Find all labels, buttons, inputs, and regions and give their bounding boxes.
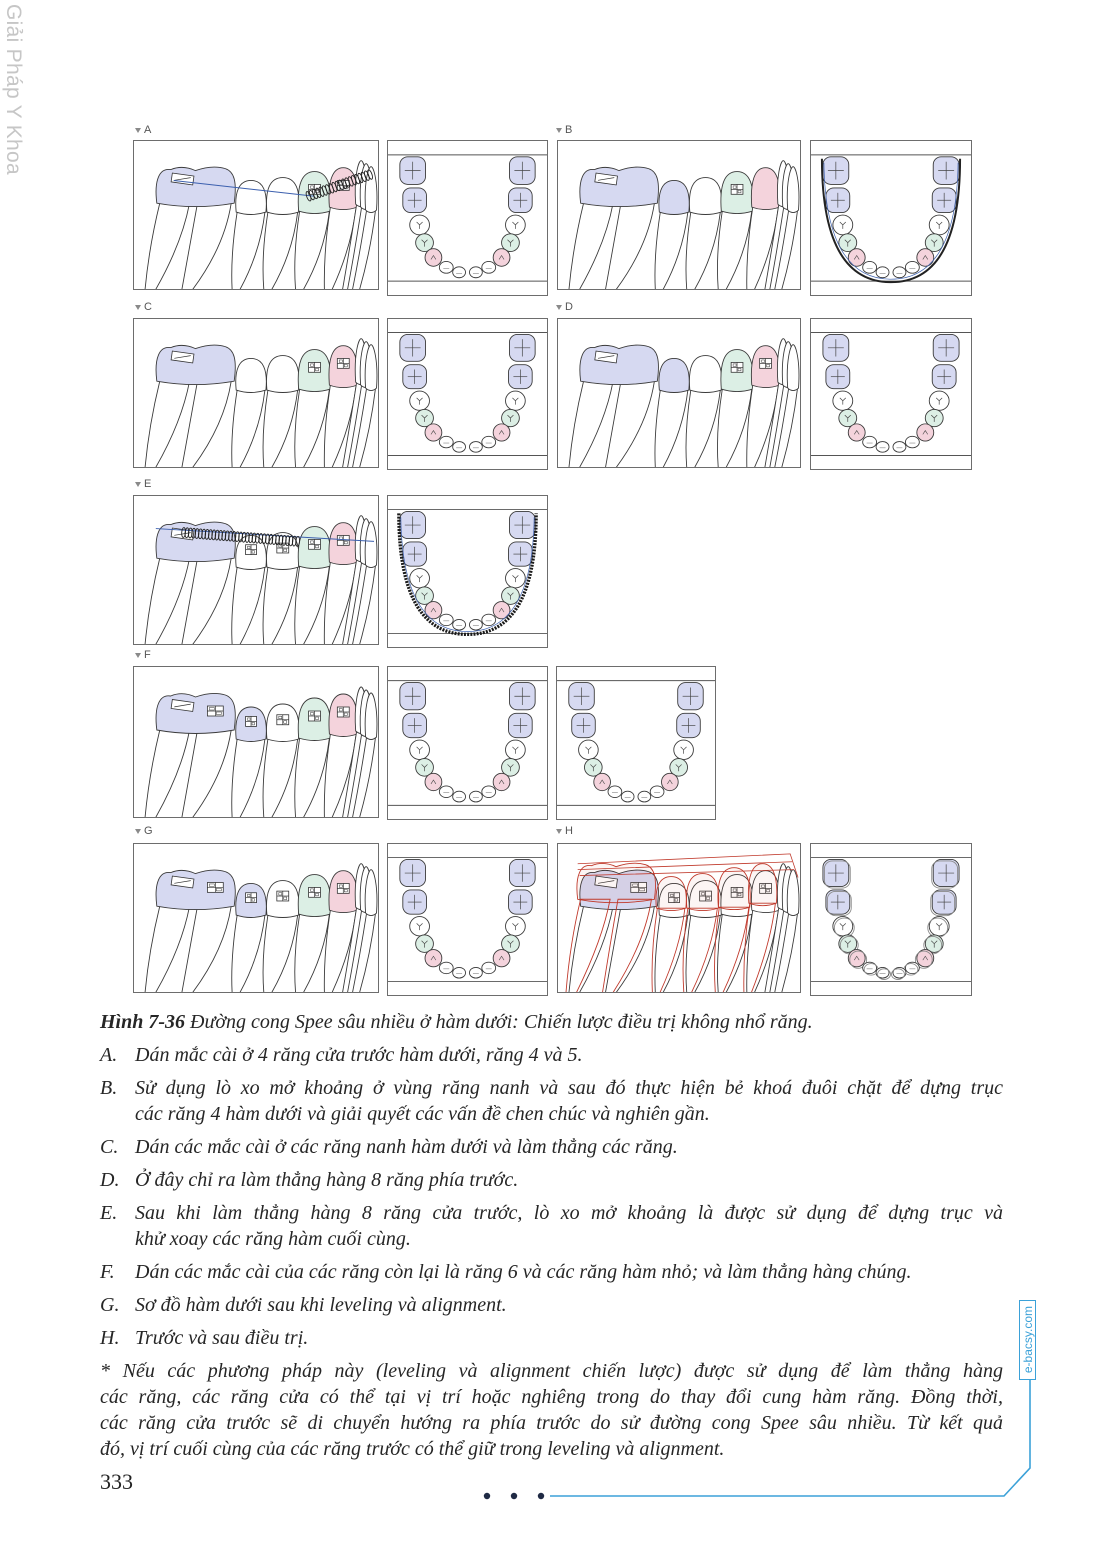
- panel-c-arch-view: [387, 318, 548, 470]
- side-tooth: [689, 356, 721, 393]
- bracket: [309, 711, 321, 721]
- panel-g-side-view: [133, 843, 379, 993]
- arch-view-drawing: [388, 844, 547, 995]
- side-tooth: [751, 168, 779, 210]
- panel-f-arch-view-1: [387, 666, 548, 820]
- tooth-root: [569, 906, 613, 992]
- item-label: F.: [100, 1261, 115, 1283]
- arch-incisor: [638, 791, 651, 802]
- panel-letter: E: [144, 478, 152, 490]
- arch-canine: [493, 424, 510, 441]
- tooth-root: [145, 906, 190, 992]
- panel-marker-icon: [135, 482, 141, 487]
- tooth-root: [686, 390, 720, 467]
- panel-b-side-view: [557, 140, 801, 290]
- ornament-dot: [511, 1493, 517, 1499]
- tooth-root: [145, 203, 190, 289]
- tooth-root: [182, 558, 232, 644]
- bracket: [309, 887, 321, 897]
- caption-title-line: [100, 1009, 1003, 1035]
- arch-incisor: [453, 619, 466, 630]
- arch-incisor: [482, 261, 496, 273]
- tooth-root: [232, 212, 265, 289]
- tooth-root: [145, 730, 190, 817]
- tooth-root: [232, 915, 265, 992]
- side-tooth: [236, 358, 267, 392]
- item-text: Dán mắc cài ở 4 răng cửa trước hàm dưới, răng 4 và 5.: [135, 1044, 583, 1066]
- panel-g-arch-view: [387, 843, 548, 996]
- overlay-crown: [718, 868, 750, 910]
- arch-incisor: [863, 261, 877, 273]
- panel-a-arch-view: [387, 140, 548, 296]
- arch-canine: [594, 773, 611, 790]
- arch-incisor: [469, 619, 482, 630]
- item-text: Trước và sau điều trị.: [135, 1327, 309, 1349]
- side-molar: [156, 522, 235, 562]
- side-view-drawing: [558, 141, 800, 289]
- arch-incisor: [482, 436, 496, 447]
- arch-canine: [425, 773, 442, 790]
- tooth-root: [263, 567, 298, 644]
- tooth-root: [182, 381, 232, 467]
- ornament-dot: [484, 1493, 490, 1499]
- bracket: [337, 707, 349, 717]
- tooth-root: [182, 203, 232, 289]
- caption-item-e: [100, 1200, 1003, 1252]
- bracket: [309, 362, 321, 372]
- note-line: các răng cửa trước sẽ di chuyển hướng ra phía trước do sử đường cong Spee sâu nhiều. Từ kết quả: [100, 1412, 1003, 1434]
- panel-letter: A: [144, 124, 152, 136]
- item-text: Dán các mắc cài ở các răng nanh hàm dưới và làm thẳng các răng.: [135, 1136, 678, 1158]
- bracket: [246, 716, 257, 726]
- side-view-drawing: [134, 667, 378, 817]
- side-molar: [580, 167, 659, 207]
- arch-incisor: [863, 436, 877, 447]
- arch-canine: [493, 773, 510, 790]
- bracket: [309, 539, 321, 549]
- footer-accent-line: [550, 1380, 1030, 1496]
- item-text: Sử dụng lò xo mở khoảng ở vùng răng nanh và sau đó thực hiện bẻ khoá đuôi chặt để dựng trục: [135, 1077, 1003, 1099]
- side-view-drawing: [558, 319, 800, 467]
- bracket: [337, 535, 349, 545]
- arch-view-drawing: [557, 667, 715, 819]
- item-label: D.: [100, 1169, 120, 1191]
- side-tooth: [236, 180, 267, 214]
- arch-canine: [662, 773, 679, 790]
- side-tooth: [659, 358, 689, 392]
- arch-view-drawing: [388, 141, 547, 295]
- arch-canine: [848, 424, 865, 441]
- panel-label-f: [135, 648, 151, 662]
- arch-incisor: [453, 791, 466, 802]
- bracket: [337, 358, 349, 368]
- bracket: [246, 545, 257, 555]
- tooth-root: [569, 381, 613, 467]
- side-molar: [580, 345, 659, 385]
- note-line: đó, vị trí cuối cùng của các răng trước có thể giữ trong leveling và alignment.: [100, 1438, 725, 1460]
- arch-view-drawing: [811, 141, 971, 295]
- arch-canine: [425, 950, 442, 967]
- arch-incisor: [893, 267, 906, 278]
- arch-canine: [425, 602, 442, 619]
- side-molar: [156, 345, 235, 385]
- panel-marker-icon: [556, 305, 562, 310]
- item-text: Ở đây chỉ ra làm thẳng hàng 8 răng phía trước.: [135, 1169, 519, 1191]
- side-view-drawing: [134, 844, 378, 992]
- arch-incisor: [469, 267, 482, 278]
- bracket: [337, 883, 349, 893]
- arch-view-drawing: [388, 319, 547, 469]
- site-watermark-text: e-bacsy.com: [1020, 1306, 1035, 1374]
- item-label: C.: [100, 1136, 119, 1158]
- bracket: [207, 882, 223, 892]
- side-tooth: [659, 180, 689, 214]
- panel-marker-icon: [135, 653, 141, 658]
- overlay-crown: [686, 874, 718, 911]
- panel-label-a: [135, 123, 151, 137]
- bracket: [277, 715, 289, 725]
- arch-incisor: [469, 967, 482, 978]
- item-label: B.: [100, 1077, 118, 1099]
- panel-label-c: [135, 300, 152, 314]
- panel-label-e: [135, 477, 151, 491]
- figure-title: Đường cong Spee sâu nhiều ở hàm dưới: Chiến lược điều trị không nhổ răng.: [190, 1011, 813, 1033]
- tooth-root: [182, 906, 232, 992]
- tooth-root: [145, 381, 190, 467]
- arch-incisor: [876, 442, 889, 453]
- side-tooth: [266, 356, 299, 393]
- arch-incisor: [453, 967, 466, 978]
- arch-incisor: [482, 786, 496, 798]
- caption-item-b: [100, 1075, 1003, 1127]
- panel-letter: H: [565, 825, 573, 837]
- panel-h-side-view: [557, 843, 801, 993]
- arch-incisor: [469, 442, 482, 453]
- caption-item-d: [100, 1167, 1003, 1193]
- panel-h-arch-view: [810, 843, 972, 996]
- panel-label-h: [556, 824, 573, 838]
- side-molar: [156, 167, 235, 207]
- panel-d-arch-view: [810, 318, 972, 470]
- arch-view-drawing: [388, 496, 547, 647]
- tooth-root: [263, 739, 298, 817]
- tooth-root: [232, 739, 265, 817]
- arch-canine: [493, 950, 510, 967]
- panel-label-d: [556, 300, 573, 314]
- tooth-root: [232, 567, 265, 644]
- panel-letter: D: [565, 301, 573, 313]
- arch-incisor: [439, 786, 453, 798]
- bracket: [246, 893, 257, 903]
- item-text: khử xoay các răng hàm cuối cùng.: [135, 1228, 411, 1250]
- caption-item-c: [100, 1134, 1003, 1160]
- panel-b-arch-view: [810, 140, 972, 296]
- arch-incisor: [621, 791, 634, 802]
- arch-incisor: [469, 791, 482, 802]
- arch-incisor: [893, 442, 906, 453]
- arch-incisor: [650, 786, 664, 798]
- panel-e-arch-view: [387, 495, 548, 648]
- item-text: Dán các mắc cài của các răng còn lại là răng 6 và các răng hàm nhỏ; và làm thẳng hàng chúng.: [135, 1261, 912, 1283]
- panel-letter: C: [144, 301, 152, 313]
- overlay-crown: [656, 877, 686, 911]
- panel-letter: F: [144, 649, 151, 661]
- arch-canine: [848, 249, 865, 267]
- panel-c-side-view: [133, 318, 379, 468]
- note-line: * Nếu các phương pháp này (leveling và alignment chiến lược) được sử dụng để làm thẳng hàng: [100, 1360, 1003, 1382]
- panel-label-g: [135, 824, 153, 838]
- ornament-dot: [538, 1493, 544, 1499]
- arch-incisor: [905, 261, 919, 273]
- item-label: G.: [100, 1294, 120, 1316]
- arch-canine: [425, 424, 442, 441]
- panel-a-side-view: [133, 140, 379, 290]
- item-text: Sơ đồ hàm dưới sau khi leveling và alignment.: [135, 1294, 507, 1316]
- tooth-root: [263, 390, 298, 467]
- side-watermark: Giải Pháp Y Khoa: [2, 4, 25, 175]
- arch-canine: [917, 424, 934, 441]
- tooth-root: [605, 381, 654, 467]
- caption-item-a: [100, 1042, 1003, 1068]
- panel-marker-icon: [556, 128, 562, 133]
- tooth-root: [263, 212, 298, 289]
- panel-marker-icon: [135, 829, 141, 834]
- side-view-drawing: [134, 141, 378, 289]
- arch-canine: [917, 249, 934, 267]
- note-line: các răng, các răng cửa có thể tại vị trí hoặc nghiêng trong do thay đổi cung hàm răng. Đồng thời,: [100, 1386, 1003, 1408]
- side-view-drawing: [134, 319, 378, 467]
- caption-item-f: [100, 1259, 1003, 1285]
- item-label: H.: [100, 1327, 120, 1349]
- arch-view-drawing: [811, 844, 971, 995]
- arch-incisor: [482, 962, 496, 974]
- arch-incisor: [482, 614, 496, 626]
- panel-letter: G: [144, 825, 153, 837]
- tooth-root: [605, 203, 654, 289]
- panel-e-side-view: [133, 495, 379, 645]
- item-label: E.: [100, 1202, 118, 1224]
- tooth-root: [686, 212, 720, 289]
- arch-view-drawing: [811, 319, 971, 469]
- panel-d-side-view: [557, 318, 801, 468]
- bracket: [731, 362, 743, 372]
- arch-canine: [425, 249, 442, 267]
- item-text: các răng 4 hàm dưới và giải quyết các vấn đề chen chúc và nghiên gần.: [135, 1103, 710, 1125]
- tooth-root: [655, 212, 688, 289]
- panel-marker-icon: [135, 305, 141, 310]
- bracket: [207, 706, 223, 716]
- arch-incisor: [608, 786, 622, 798]
- tooth-root: [232, 390, 265, 467]
- panel-label-b: [556, 123, 572, 137]
- item-label: A.: [100, 1044, 118, 1066]
- arch-view-drawing: [388, 667, 547, 819]
- tooth-root: [655, 390, 688, 467]
- panel-f-side-view: [133, 666, 379, 818]
- arch-canine: [493, 249, 510, 267]
- side-view-drawing: [558, 844, 800, 992]
- page-number: 333: [100, 1469, 133, 1494]
- tooth-root: [145, 558, 190, 644]
- arch-incisor: [905, 436, 919, 447]
- figure-number: Hình 7-36: [100, 1011, 186, 1033]
- arch-incisor: [439, 962, 453, 974]
- bracket: [760, 358, 772, 368]
- side-view-drawing: [134, 496, 378, 644]
- panel-marker-icon: [556, 829, 562, 834]
- arch-incisor: [453, 267, 466, 278]
- panel-f-arch-view-2: [556, 666, 716, 820]
- panel-marker-icon: [135, 128, 141, 133]
- side-tooth: [266, 178, 299, 215]
- arch-canine: [493, 602, 510, 619]
- panel-letter: B: [565, 124, 573, 136]
- page-footer-ornament: [470, 1290, 1040, 1505]
- bracket: [731, 184, 743, 194]
- tooth-root: [263, 915, 298, 992]
- bracket: [277, 891, 289, 901]
- arch-incisor: [453, 442, 466, 453]
- side-tooth: [689, 178, 721, 215]
- item-text: Sau khi làm thẳng hàng 8 răng cửa trước, lò xo mở khoảng là được sử dụng để dựng trục và: [135, 1202, 1003, 1224]
- arch-incisor: [439, 436, 453, 447]
- tooth-root: [182, 730, 232, 817]
- tooth-root: [569, 203, 613, 289]
- arch-incisor: [439, 261, 453, 273]
- arch-incisor: [439, 614, 453, 626]
- arch-incisor: [876, 267, 889, 278]
